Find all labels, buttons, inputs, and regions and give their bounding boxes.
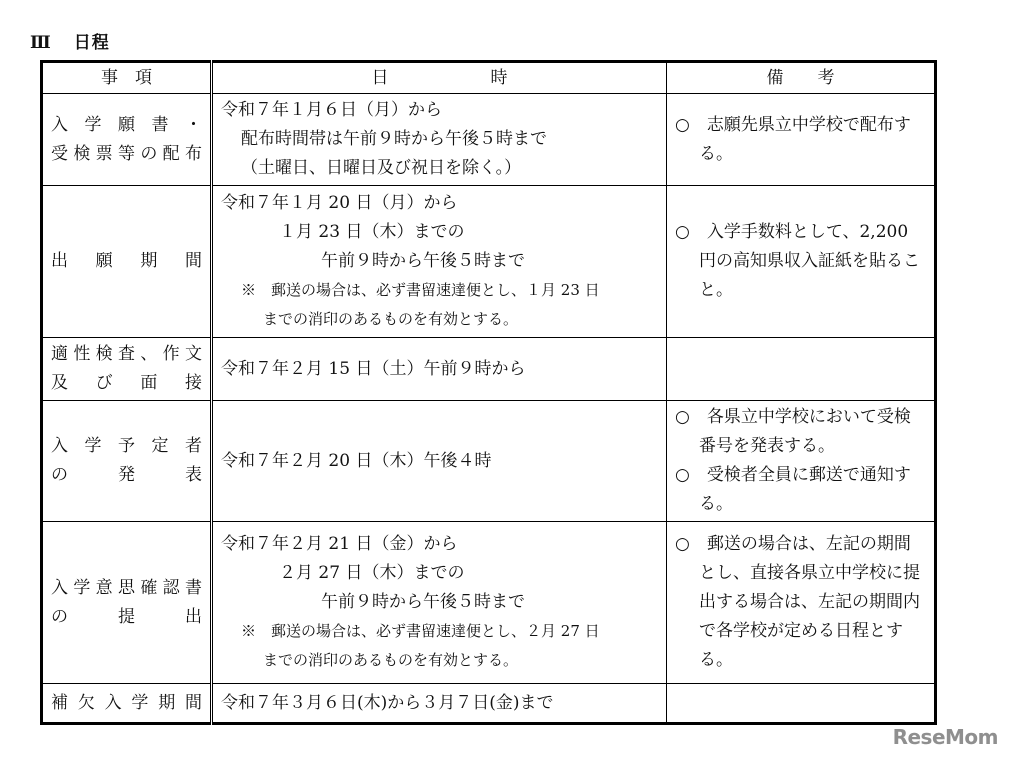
datetime-cell	[212, 684, 667, 724]
item-cell	[42, 684, 212, 724]
remark-line: ○ 受検者全員に郵送で通知する。	[675, 465, 911, 514]
header-row	[42, 62, 936, 94]
item-cell	[42, 401, 212, 522]
date-line: 令和７年３月６日(木)から３月７日(金)まで	[221, 692, 554, 713]
item-line: 入学願書・	[51, 114, 202, 135]
remarks-cell	[667, 684, 936, 724]
date-line: 午前９時から午後５時まで	[321, 251, 525, 271]
item-line: 補欠入学期間	[51, 692, 202, 713]
datetime-cell	[212, 186, 667, 338]
header-datetime: 日 時	[212, 62, 667, 94]
remarks-cell	[667, 94, 936, 186]
date-line: （土曜日、日曜日及び祝日を除く。）	[241, 158, 522, 178]
table-row	[42, 94, 936, 186]
note-line: ※ 郵送の場合は、必ず書留速達便とし、２月 27 日	[241, 622, 600, 640]
table-row	[42, 186, 936, 338]
item-line: 出願期間	[51, 251, 202, 271]
datetime-cell	[212, 522, 667, 684]
item-line: の 提 出	[51, 606, 202, 627]
item-cell	[42, 94, 212, 186]
item-cell	[42, 186, 212, 338]
section-heading	[30, 28, 110, 53]
table-row	[42, 401, 936, 522]
item-cell	[42, 338, 212, 401]
section-number: Ⅲ	[30, 33, 52, 53]
table-row	[42, 684, 936, 724]
item-line: の 発 表	[51, 465, 202, 485]
date-line: 午前９時から午後５時まで	[321, 592, 525, 612]
date-line: 配布時間帯は午前９時から午後５時まで	[241, 129, 547, 149]
remark-line: ○ 志願先県立中学校で配布する。	[675, 114, 911, 164]
item-line: 受検票等の配布	[51, 143, 202, 164]
note-line: までの消印のあるものを有効とする。	[263, 651, 519, 669]
header-remarks: 備 考	[667, 62, 936, 94]
schedule-table	[40, 60, 937, 725]
note-line: までの消印のあるものを有効とする。	[263, 310, 519, 328]
table-row	[42, 522, 936, 684]
item-cell	[42, 522, 212, 684]
note-line: ※ 郵送の場合は、必ず書留速達便とし、１月 23 日	[241, 281, 600, 299]
remark-line: ○ 郵送の場合は、左記の期間とし、直接各県立中学校に提出する場合は、左記の期間内で各学校が定める日程とする。	[675, 534, 920, 670]
remark-line: ○ 入学手数料として、2,200 円の高知県収入証紙を貼ること。	[675, 222, 920, 300]
header-item: 事 項	[42, 62, 212, 94]
remarks-cell	[667, 522, 936, 684]
item-line: 入学意思確認書	[51, 577, 202, 598]
date-line: 令和７年１月６日（月）から	[221, 100, 442, 120]
date-line: 令和７年２月 21 日（金）から	[221, 534, 458, 554]
remarks-cell	[667, 401, 936, 522]
item-line: 適性検査、作文	[51, 344, 202, 364]
datetime-cell	[212, 401, 667, 522]
item-line: 入学予定者	[51, 436, 202, 456]
date-line: １月 23 日（木）までの	[279, 222, 465, 242]
datetime-cell	[212, 338, 667, 401]
datetime-cell	[212, 94, 667, 186]
date-line: 令和７年１月 20 日（月）から	[221, 193, 458, 213]
item-line: 及び面接	[51, 373, 202, 393]
date-line: 令和７年２月 20 日（木）午後４時	[221, 450, 492, 471]
section-title: 日程	[73, 33, 110, 53]
table-row	[42, 338, 936, 401]
remarks-cell	[667, 338, 936, 401]
remark-line: ○ 各県立中学校において受検番号を発表する。	[675, 407, 911, 456]
remarks-cell	[667, 186, 936, 338]
resemom-logo: ReseMom	[892, 725, 998, 749]
date-line: ２月 27 日（木）までの	[279, 563, 465, 583]
date-line: 令和７年２月 15 日（土）午前９時から	[221, 358, 526, 379]
